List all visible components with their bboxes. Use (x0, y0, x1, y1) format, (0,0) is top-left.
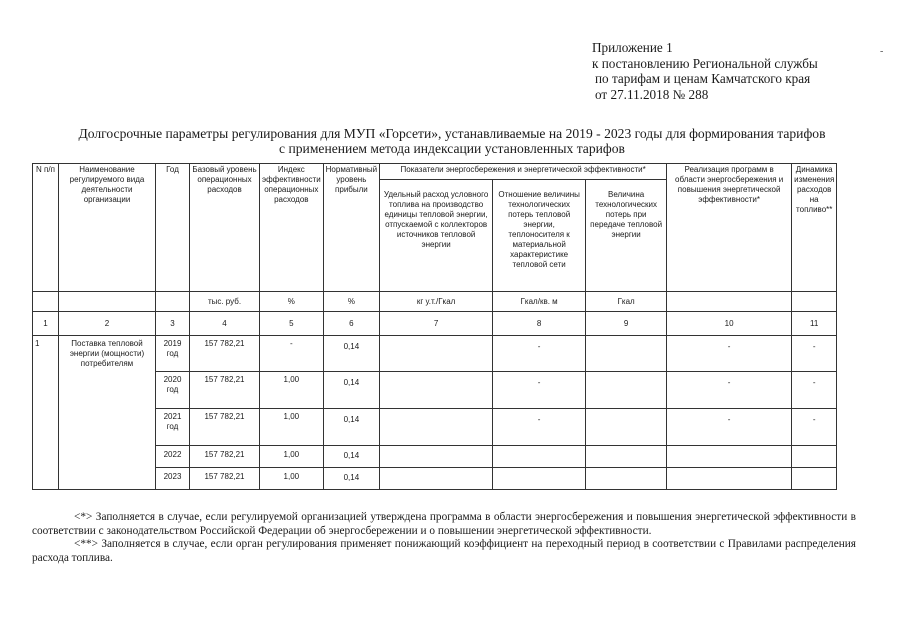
title-line-1: Долгосрочные параметры регулирования для МУП «Горсети», устанавливаемые на 2019 - 2023 годы для формирования тарифов (78, 126, 826, 141)
cell-dynamics (792, 446, 837, 468)
cell-program (667, 446, 792, 468)
cell-ratio: - (493, 409, 586, 446)
cell-dynamics: - (792, 409, 837, 446)
col-number: 6 (323, 312, 379, 336)
cell-profit: 0,14 (323, 372, 379, 409)
unit-fuel: кг у.т./Гкал (380, 292, 493, 312)
unit-index: % (260, 292, 324, 312)
cell-index: - (260, 336, 324, 372)
appendix-line-1: Приложение 1 (592, 40, 673, 55)
appendix-block (592, 40, 818, 102)
cell-losses (586, 336, 667, 372)
cell-profit: 0,14 (323, 336, 379, 372)
cell-ratio (493, 446, 586, 468)
cell-year: 2021 год (156, 409, 190, 446)
unit-losses: Гкал (586, 292, 667, 312)
cell-dynamics (792, 468, 837, 490)
cell-fuel (380, 336, 493, 372)
cell-losses (586, 446, 667, 468)
header-year: Год (156, 164, 190, 292)
cell-dynamics: - (792, 336, 837, 372)
cell-ratio: - (493, 372, 586, 409)
col-number: 11 (792, 312, 837, 336)
col-number: 2 (59, 312, 156, 336)
activity-name: Поставка тепловой энергии (мощности) потребителям (59, 336, 156, 490)
cell-program (667, 468, 792, 490)
header-fuel-dynamics: Динамика изменения расходов на топливо** (792, 164, 837, 292)
col-number: 4 (190, 312, 260, 336)
activity-number: 1 (33, 336, 59, 490)
cell-fuel (380, 372, 493, 409)
cell-program: - (667, 409, 792, 446)
cell-profit: 0,14 (323, 409, 379, 446)
cell-program: - (667, 372, 792, 409)
unit-profit: % (323, 292, 379, 312)
table-row (33, 336, 837, 372)
col-number: 7 (380, 312, 493, 336)
appendix-line-2: к постановлению Региональной службы (592, 55, 818, 71)
header-efficiency-index: Индекс эффективности операционных расходов (260, 164, 324, 292)
header-base-costs: Базовый уровень операционных расходов (190, 164, 260, 292)
header-num: N п/п (33, 164, 59, 292)
cell-ratio: - (493, 336, 586, 372)
cell-base: 157 782,21 (190, 372, 260, 409)
col-number: 5 (260, 312, 324, 336)
cell-index: 1,00 (260, 468, 324, 490)
title-line-2: с применением метода индексации установленных тарифов (279, 141, 625, 156)
header-profit-level: Нормативный уровень прибыли (323, 164, 379, 292)
cell-base: 157 782,21 (190, 468, 260, 490)
cell-year: 2019 год (156, 336, 190, 372)
cell-base: 157 782,21 (190, 446, 260, 468)
cell-base: 157 782,21 (190, 409, 260, 446)
appendix-line-3: по тарифам и ценам Камчатского края (595, 71, 811, 86)
unit-ratio: Гкал/кв. м (493, 292, 586, 312)
header-energy-group: Показатели энергосбережения и энергетической эффективности* (380, 164, 667, 180)
footnotes (32, 511, 856, 565)
cell-fuel (380, 468, 493, 490)
cell-year: 2023 (156, 468, 190, 490)
cell-losses (586, 409, 667, 446)
cell-program: - (667, 336, 792, 372)
header-fuel-rate: Удельный расход условного топлива на производство единицы тепловой энергии, отпускаемой с коллекторов источников тепловой энергии (380, 180, 493, 292)
document-title (12, 126, 892, 156)
parameters-table (32, 163, 837, 490)
cell-index: 1,00 (260, 446, 324, 468)
cell-index: 1,00 (260, 372, 324, 409)
cell-fuel (380, 409, 493, 446)
col-number: 1 (33, 312, 59, 336)
cell-base: 157 782,21 (190, 336, 260, 372)
header-program: Реализация программ в области энергосбережения и повышения энергетической эффективности* (667, 164, 792, 292)
header-tech-losses: Величина технологических потерь при передаче тепловой энергии (586, 180, 667, 292)
cell-ratio (493, 468, 586, 490)
cell-year: 2022 (156, 446, 190, 468)
col-number: 9 (586, 312, 667, 336)
cell-profit: 0,14 (323, 468, 379, 490)
cell-fuel (380, 446, 493, 468)
col-number: 10 (667, 312, 792, 336)
footnote-1: <*> Заполняется в случае, если регулируемой организацией утверждена программа в области энергосбережения и повышения энергетической эффективности в соответствии с законодательством Российской Федерации об энергосбережении и о повышении энергетической эффективности. (32, 511, 856, 537)
cell-dynamics: - (792, 372, 837, 409)
col-number: 8 (493, 312, 586, 336)
cell-losses (586, 468, 667, 490)
header-activity: Наименование регулируемого вида деятельности организации (59, 164, 156, 292)
cell-index: 1,00 (260, 409, 324, 446)
header-loss-ratio: Отношение величины технологических потерь тепловой энергии, теплоносителя к материальной характеристике тепловой сети (493, 180, 586, 292)
corner-mark: - (880, 46, 884, 57)
cell-losses (586, 372, 667, 409)
footnote-2: <**> Заполняется в случае, если орган регулирования применяет понижающий коэффициент на переходный период в соответствии с Правилами распределения расхода топлива. (32, 538, 856, 564)
col-number: 3 (156, 312, 190, 336)
cell-profit: 0,14 (323, 446, 379, 468)
cell-year: 2020 год (156, 372, 190, 409)
appendix-line-4: от 27.11.2018 № 288 (595, 86, 709, 102)
unit-base: тыс. руб. (190, 292, 260, 312)
